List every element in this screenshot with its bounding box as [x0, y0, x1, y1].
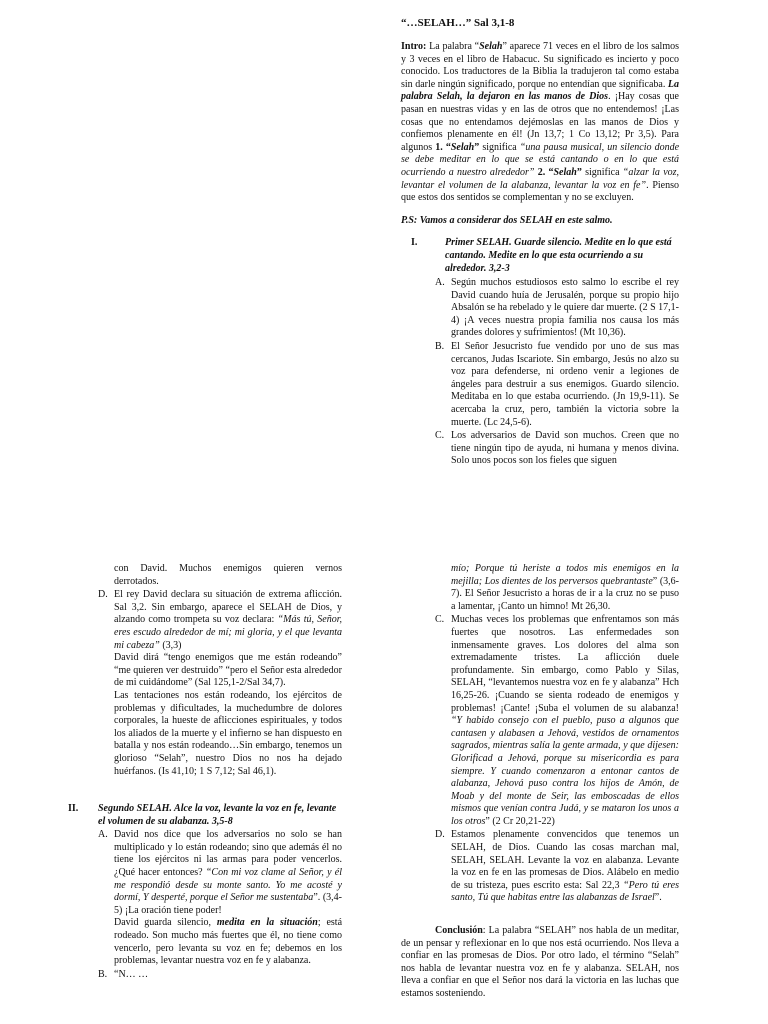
item-letter: C.	[435, 430, 445, 442]
item-text-run: ” (3,6-7). El Señor Jesucristo a horas de ir a la cruz no se puso a lamentar, ¡Canto un himno! Mt 26,30.	[451, 575, 679, 612]
list-item-a	[435, 277, 679, 340]
item-letter: A.	[98, 829, 108, 841]
item-body	[114, 829, 342, 968]
intro-text: La palabra “	[426, 41, 480, 52]
item-text-run: Estamos plenamente convencidos que tenemos un SELAH, de Dios. Cuando las cosas marchan mal, SELAH, SELAH. Levante la voz en alabanza. Levante la voz en fe en las promesas de Dios. Alábelo en medio de su tristeza, pues escrito esta: Sal 22,3	[451, 829, 679, 891]
conclusion-text: : La palabra “SELAH” nos habla de un meditar, de un pensar y reflexionar en lo que nos está ocurriendo. Nos lleva a confiar en las promesas de Dios. Por otro lado, el término “Selah” nos habla de levantar nuestra voz en fe y alabanza. SELAH, nos lleva a confiar en que el Señor nos dará la victoria en las luchas que estamos sosteniendo.	[401, 925, 679, 999]
item-b-continued	[451, 563, 679, 613]
scripture-quote: mío; Porque tú heriste a todos mis enemigos en la mejilla; Los dientes de los perversos quebrantaste	[451, 563, 679, 587]
meaning-two: “alzar la voz, levantar el volumen de la alabanza, levantar la voz en fe”	[401, 166, 680, 191]
item-text	[451, 614, 679, 828]
item-text	[114, 829, 342, 917]
quote-mark: ”	[576, 166, 582, 178]
section-heading-1	[411, 237, 679, 275]
item-text	[114, 917, 342, 967]
meaning-number: 2. “	[534, 166, 554, 178]
list-item-c	[435, 614, 679, 828]
scripture-quote: “Pero tú eres santo, Tú que habitas entre las alabanzas de Israel	[451, 879, 679, 904]
intro-paragraph	[401, 41, 679, 205]
item-letter: D.	[98, 589, 108, 601]
selah-word: Selah	[479, 41, 503, 52]
ps-note: P.S: Vamos a considerar dos SELAH en este salmo.	[401, 214, 613, 226]
section-title: Segundo SELAH. Alce la voz, levante la voz en fe, levante el volumen de su alabanza. 3,5-8	[98, 803, 337, 827]
emphasis: medita en la situación	[216, 917, 318, 929]
section-number: I.	[411, 237, 418, 249]
scripture-quote: “Y habido consejo con el pueblo, puso a algunos que cantasen y alabasen a Jehová, vestidos de ornamentos sagrados, mientras salía la gente armada, y que dijesen: Glorificad a Jehová, porque su misericordia es para siempre. Y cuando comenzaron a entonar cantos de alabanza, Jehová puso contra los hijos de Amón, de Moab y del monte de Seir, las emboscadas de ellos mismos que venían contra Judá, y se mataron los unos a los otros	[451, 715, 679, 827]
conclusion-label: Conclusión	[435, 925, 483, 937]
item-text-run: David nos dice que los adversarios no solo se han multiplicado y lo están rodeando; sino que además él no tiene los ejércitos ni las armas para poder vencerlos. ¿Qué hacer entonces?	[114, 829, 342, 879]
item-text-cut-off: “N… …	[114, 968, 149, 980]
item-text: Las tentaciones nos están rodeando, los ejércitos de problemas y dificultades, la muchedumbre de dolores corporales, la hueste de aflicciones espirituales, y todos los aliados de la muerte y el infierno se han dispuesto en batalla y nos están rodeando…Sin embargo, tenemos un glorioso “Selah”, nuestro Dios no nos ha dejado huérfanos. (Is 41,10; 1 S 7,12; Sal 46,1).	[114, 689, 342, 777]
intro-emphasis: La palabra Selah, la dejaron en las manos de Dios	[401, 78, 679, 103]
item-letter: B.	[435, 341, 445, 353]
item-text-run: ”.	[654, 892, 662, 904]
item-c-continued: con David. Muchos enemigos quieren vernos derrotados.	[114, 563, 342, 587]
quote-mark: ”	[474, 141, 480, 153]
item-text-run: El rey David declara su situación de extrema aflicción. Sal 3,2. Sin embargo, aparece el SELAH de Dios, y alzando como trompeta su voz declara:	[114, 589, 342, 626]
selah-word: Selah	[450, 141, 475, 153]
item-text: Según muchos estudiosos esto salmo lo escribe el rey David cuando huía de Jerusalén, porque su propio hijo Absalón se ha rebelado y le quiere dar muerte. (2 S 17,1-4) ¡A veces nuestra propia familia nos causa los más grandes dolores y sufrimientos! (Mt 10,36).	[451, 277, 679, 339]
item-letter: D.	[435, 829, 445, 841]
list-item-b	[435, 341, 679, 429]
item-text-run: ” (2 Cr 20,21-22)	[485, 815, 555, 827]
intro-label: Intro:	[401, 41, 427, 52]
item-letter: C.	[435, 614, 445, 626]
document-title: “…SELAH…” Sal 3,1-8	[401, 17, 515, 29]
item-text	[114, 589, 342, 652]
conclusion-paragraph	[401, 925, 679, 1001]
intro-text: significa	[479, 141, 520, 153]
item-text-run: (3,3)	[159, 639, 182, 651]
page1-column	[401, 17, 679, 468]
meaning-number: 1. “	[435, 141, 451, 153]
section-title: Primer SELAH. Guarde silencio. Medite en lo que está cantando. Medite en lo que esta ocurriendo a su alrededor. 3,2-3	[445, 237, 672, 274]
page2-left-column	[68, 563, 342, 981]
item-body	[114, 589, 342, 778]
item-text-run: ; está rodeado. Son mucho más fuertes que él, no tiene como vencerlo, pero levanta su voz en fe; debemos en los problemas, levantar nuestra voz en fe y alabanza.	[114, 917, 343, 967]
item-text-run: ”. (3,4-5) ¡La oración tiene poder!	[114, 892, 342, 916]
list-item-a	[98, 829, 342, 968]
item-letter: A.	[435, 277, 445, 289]
section-number: II.	[68, 803, 79, 815]
section-heading-2	[68, 803, 342, 828]
intro-text: . ¡Hay cosas que pasan en nuestras vidas y en las de otros que no entendemos! ¡Las cosas que no entendamos dejémoslas en las manos de Dios y confiemos plenamente en él! (Jn 13,7; 1 Co 13,12; Pr 3,5). Para algunos	[401, 91, 679, 153]
scripture-quote: “Con mi voz clame al Señor, y él me respondió desde su monte santo. Yo me acosté y dormí, Y desperté, porque el Señor me sustentaba	[114, 867, 343, 904]
page2-right-column	[401, 563, 679, 1001]
meaning-one: “una pausa musical, un silencio donde se debe meditar en lo que se está cantando o en lo que está ocurriendo a nuestro alrededor”	[401, 141, 680, 178]
item-text: David dirá “tengo enemigos que me están rodeando” “me quieren ver destruido” “pero el Señor esta alrededor de mi cuidándome” (Sal 125,1-2/Sal 34,7).	[114, 652, 342, 689]
list-item-b	[98, 969, 342, 982]
intro-text: significa	[581, 166, 623, 178]
item-text	[451, 829, 679, 905]
intro-text: . Pienso que estos dos sentidos se complementan y no se excluyen.	[401, 179, 679, 204]
intro-text: ” aparece 71 veces en el libro de los salmos y 3 veces en el libro de Habacuc. Su significado es incierto y poco conocido. Los traductores de la Biblia la tradujeron tal como estaba sin darle ningún significado, porque no entendían que significaba.	[401, 41, 679, 90]
list-item-d	[435, 829, 679, 905]
item-text: El Señor Jesucristo fue vendido por uno de sus mas cercanos, Judas Iscariote. Sin embargo, Jesús no alzo su voz para defenderse, ni ordeno venir a legiones de ángeles para destruir a sus enemigos. Guardo silencio. Meditaba en lo que estaba ocurriendo. (Jn 19,9-11). Se acercaba la cruz, pero, también la victoria sobre la muerte. (Lc 24,5-6).	[451, 341, 679, 428]
list-item-c	[435, 430, 679, 468]
list-item-d	[98, 589, 342, 778]
selah-word: Selah	[553, 166, 577, 178]
item-text-run: Muchas veces los problemas que enfrentamos son más fuertes que nosotros. Las enfermedades son inmensamente graves. Los dolores del alma son extremadamente tristes. La aflicción duele profundamente. Sin embargo, como Pablo y Silas, SELAH, “levantemos nuestra voz en fe y alabanza” Hch 16,25-26. ¡Cuando se sienta rodeado de enemigos y problemas! ¡Cante! ¡Suba el volumen de su alabanza!	[451, 614, 679, 714]
item-letter: B.	[98, 968, 108, 980]
item-text: Los adversarios de David son muchos. Creen que no tiene ningún tipo de ayuda, ni humana y menos divina. Solo unos pocos son los fieles que siguen	[451, 430, 679, 467]
item-text-run: David guarda silencio,	[114, 917, 217, 929]
scripture-quote: “Más tú, Señor, eres escudo alrededor de mí; mi gloria, y el que levanta mi cabeza”	[114, 614, 342, 651]
